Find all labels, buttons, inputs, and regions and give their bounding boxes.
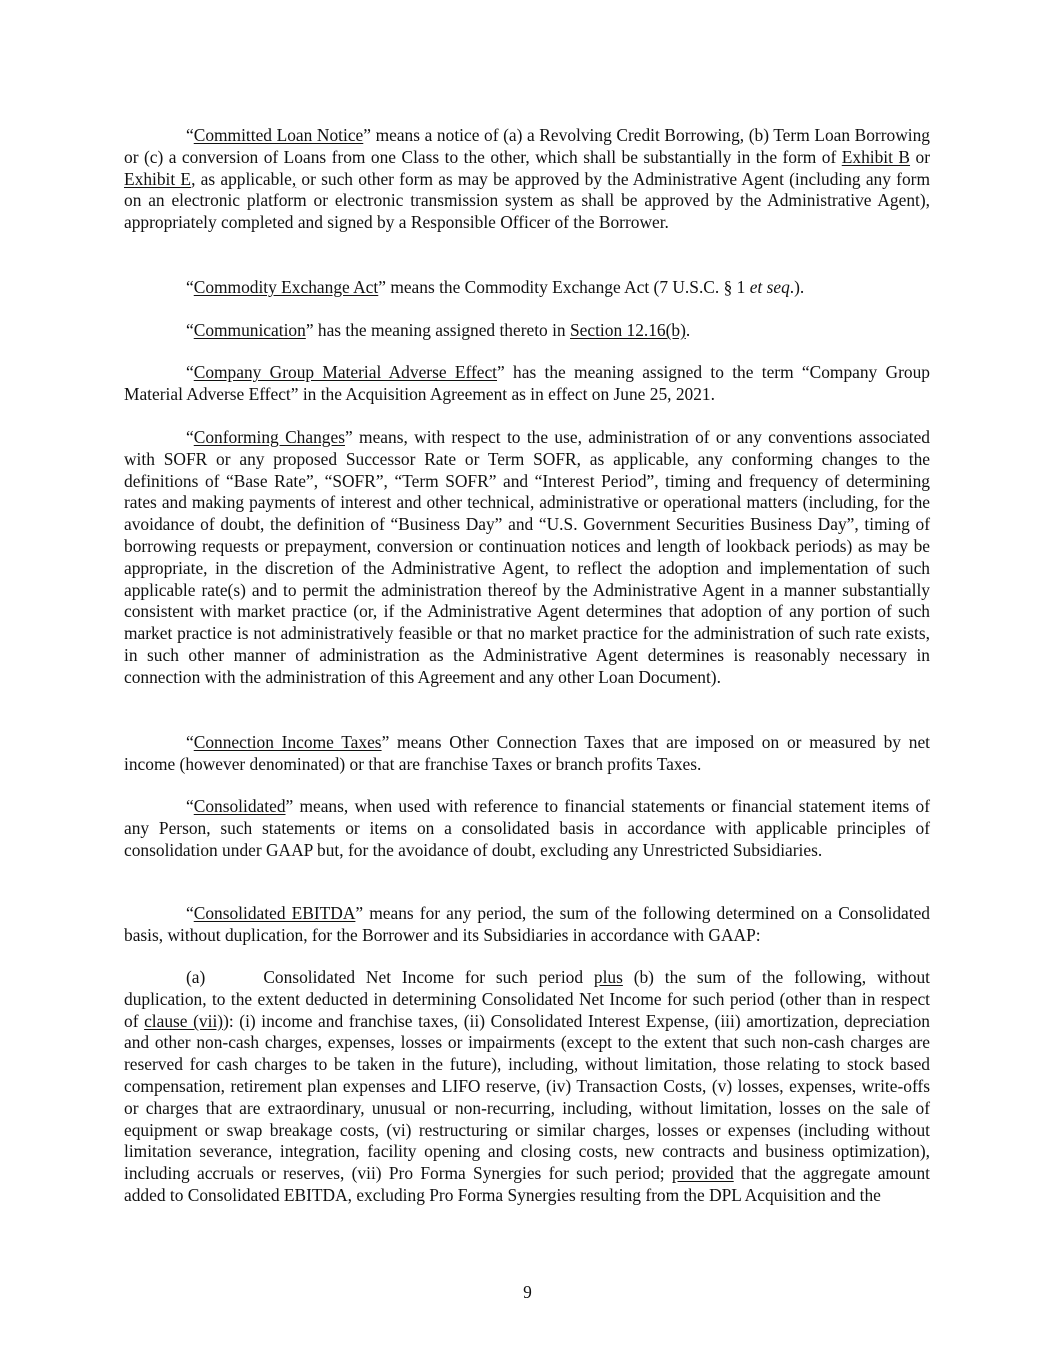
defined-term: Consolidated <box>193 796 286 816</box>
open-quote: “ <box>186 796 194 816</box>
defined-term: Communication <box>193 320 306 340</box>
underlined-plus: plus <box>593 967 623 987</box>
clause-text: Consolidated Net Income for such period <box>263 967 594 987</box>
open-quote: “ <box>186 732 194 752</box>
definition-text: or such other form as may be approved by the Administrative Agent (including any form on an electronic platform or electronic transmission system as shall be approved by the Administrative Agent), appropriately completed and signed by a Responsible Officer of the Borrower. <box>124 168 930 233</box>
cross-reference-exhibit-b: Exhibit B <box>841 146 911 167</box>
open-quote: “ <box>186 903 194 923</box>
definition-commodity-exchange-act <box>124 277 930 299</box>
defined-term: Conforming Changes <box>193 427 345 447</box>
clause-text: (b) the sum of the following, without duplication, to the extent deducted in determining Consolidated Net Income for such period (other than in respect of <box>124 967 931 1031</box>
page-number: 9 <box>523 1282 532 1302</box>
cross-reference-clause: clause (vii) <box>144 1010 224 1031</box>
definition-text: ” means, with respect to the use, administration of or any conventions associated with SOFR or any proposed Successor Rate or Term SOFR, as applicable, any conforming changes to the definitions of “Base Rate”, “SOFR”, “Term SOFR” and “Interest Period”, timing and frequency of determining rates and making payments of interest and other technical, administrative or operational matters (including, for the avoidance of doubt, the definition of “Business Day” and “U.S. Government Securities Business Day”, timing of borrowing requests or prepayment, conversion or continuation notices and length of lookback periods) as may be appropriate, in the discretion of the Administrative Agent, to reflect the adoption and implementation of such applicable rate(s) and to permit the administration thereof by the Administrative Agent in a manner substantially consistent with market practice (or, if the Administrative Agent determines that adoption of any portion of such market practice is not administratively feasible or that no market practice for the administration of such rate exists, in such other manner of administration as the Administrative Agent determines is reasonably necessary in connection with the administration of this Agreement and any other Loan Document). <box>124 427 930 687</box>
definition-company-group-mae <box>124 362 930 406</box>
definition-text: or <box>910 146 930 167</box>
underlined-provided: provided <box>671 1163 734 1184</box>
clause-label: (a) <box>186 967 206 987</box>
open-quote: “ <box>186 125 194 145</box>
cross-reference-section: Section 12.16(b) <box>569 320 686 340</box>
open-quote: “ <box>186 362 194 382</box>
clause-text: that the aggregate amount added to Consolidated EBITDA, excluding Pro Forma Synergies resulting from the DPL Acquisition and the <box>124 1163 930 1205</box>
open-quote: “ <box>186 427 194 447</box>
definition-text: .). <box>789 277 805 297</box>
definition-consolidated-ebitda <box>124 903 930 947</box>
open-quote: “ <box>186 277 194 297</box>
definition-text: ” means a notice of (a) a Revolving Credit Borrowing, (b) Term Loan Borrowing or (c) a conversion of Loans from one Class to the other, which shall be substantially in the form of <box>124 125 930 167</box>
definition-committed-loan-notice <box>124 125 930 234</box>
definition-consolidated <box>124 796 930 861</box>
clause-a <box>124 967 930 1207</box>
italic-latin: et seq <box>749 277 790 297</box>
definition-text: . <box>685 320 691 340</box>
definition-text: ” means Other Connection Taxes that are imposed on or measured by net income (however denominated) or that are franchise Taxes or branch profits Taxes. <box>124 732 930 774</box>
open-quote: “ <box>186 320 194 340</box>
definition-connection-income-taxes <box>124 732 930 776</box>
definition-text: , as applicable <box>191 168 292 189</box>
definition-text: ” means, when used with reference to financial statements or financial statement items of any Person, such statements or items on a consolidated basis in accordance with applicable principles of consolidation under GAAP but, for the avoidance of doubt, excluding any Unrestricted Subsidiaries. <box>124 796 930 860</box>
definition-text: ” has the meaning assigned to the term “Company Group Material Adverse Effect” in the Acquisition Agreement as in effect on June 25, 2021. <box>124 362 930 404</box>
definition-communication <box>124 320 930 342</box>
clause-text: ): (i) income and franchise taxes, (ii) Consolidated Interest Expense, (iii) amortization, depreciation and other non-cash charges, expenses, losses or impairments (except to the extent that such non-cash charges are reserved for cash charges to be taken in the future), including, without limitation, those relating to stock based compensation, retirement plan expenses and LIFO reserve, (iv) Transaction Costs, (v) losses, expenses, write-offs or charges that are extraordinary, unusual or non-recurring, including, without limitation, losses on the sale of equipment or swap breakage costs, (vi) restructuring or similar charges, losses or expenses (including without limitation severance, integration, facility opening and closing costs, new contracts and business optimization), including accruals or reserves, (vii) Pro Forma Synergies for such period; <box>124 1010 930 1184</box>
defined-term: Company Group Material Adverse Effect <box>193 362 498 382</box>
underlined-comma: , <box>291 168 297 189</box>
defined-term: Consolidated EBITDA <box>193 903 356 923</box>
definition-conforming-changes <box>124 427 930 689</box>
cross-reference-exhibit-e: Exhibit E <box>124 168 192 189</box>
defined-term: Commodity Exchange Act <box>193 277 379 297</box>
defined-term: Committed Loan Notice <box>193 125 364 145</box>
definition-text: ” means the Commodity Exchange Act (7 U.S.C. § 1 <box>378 277 750 297</box>
definition-text: ” means for any period, the sum of the following determined on a Consolidated basis, without duplication, for the Borrower and its Subsidiaries in accordance with GAAP: <box>124 903 930 945</box>
definition-text: ” has the meaning assigned thereto in <box>305 320 570 340</box>
defined-term: Connection Income Taxes <box>193 732 382 752</box>
